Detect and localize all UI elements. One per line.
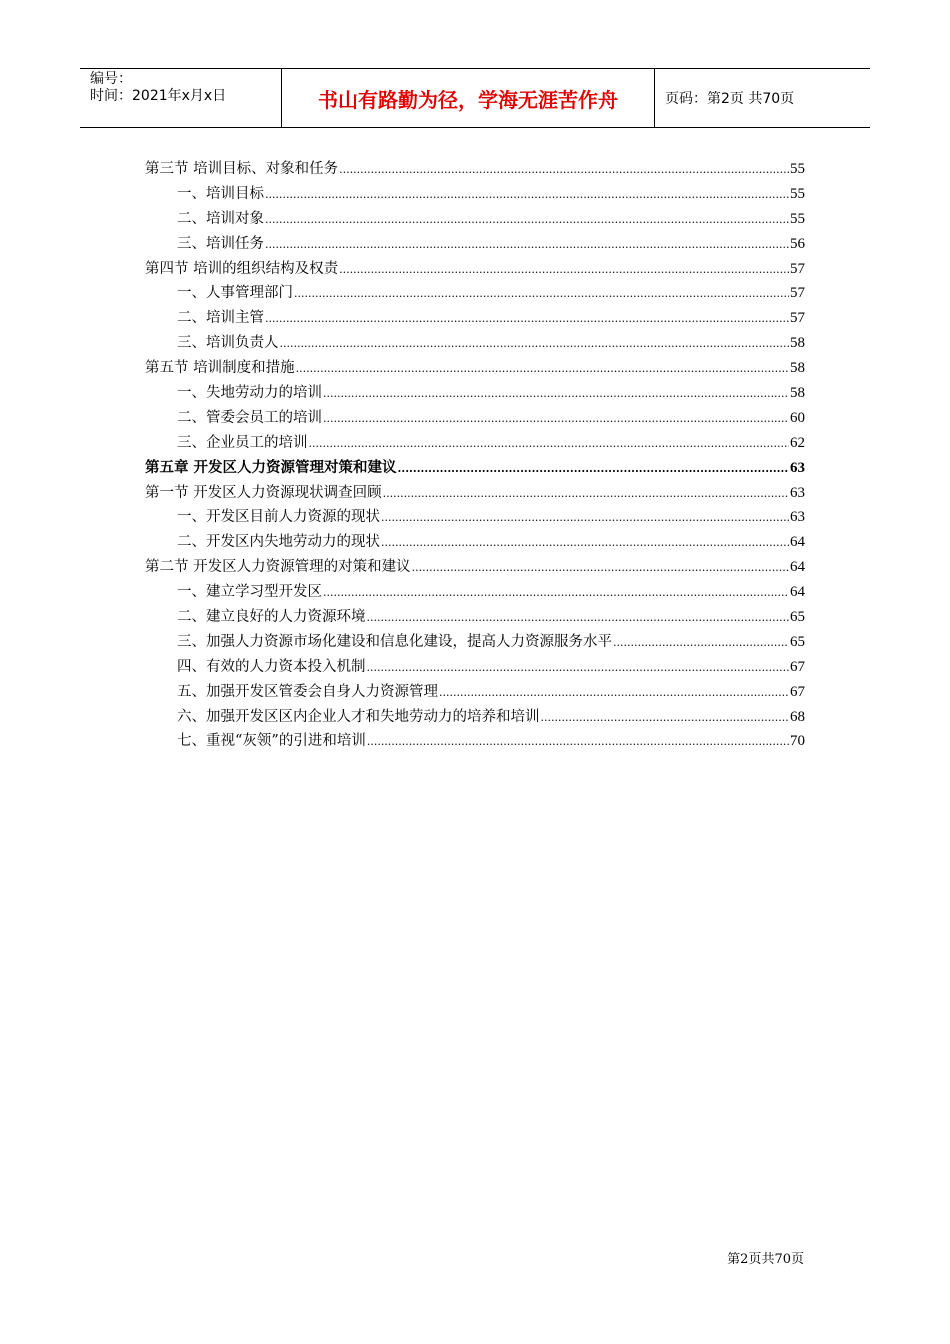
toc-entry[interactable] <box>145 505 805 530</box>
page-footer <box>727 1248 804 1267</box>
toc-leader-dots <box>265 213 789 226</box>
toc-entry-title: 一、培训目标 <box>177 185 264 202</box>
toc-entry-page: 70 <box>790 733 805 750</box>
header-meta-cell <box>80 69 282 127</box>
time-label: 时间：2021年x月x日 <box>90 88 227 104</box>
toc-entry-page: 55 <box>790 161 805 177</box>
toc-leader-dots <box>265 188 789 201</box>
toc-entry-title: 四、有效的人力资本投入机制 <box>177 658 366 675</box>
toc-leader-dots <box>339 163 789 176</box>
toc-leader-dots <box>309 437 790 450</box>
toc-entry-page: 58 <box>790 360 805 377</box>
toc-entry[interactable] <box>145 655 805 680</box>
toc-entry-title: 二、建立良好的人力资源环境 <box>177 609 366 626</box>
toc-leader-dots <box>265 238 789 251</box>
toc-leader-dots <box>613 636 789 649</box>
toc-entry-title: 二、培训主管 <box>177 310 264 327</box>
table-of-contents <box>145 157 805 754</box>
toc-entry[interactable] <box>145 207 805 232</box>
toc-leader-dots <box>323 586 789 599</box>
toc-leader-dots <box>381 511 789 524</box>
toc-entry-title: 第四节 培训的组织结构及权责 <box>145 260 339 277</box>
toc-entry-title: 一、建立学习型开发区 <box>177 584 322 601</box>
toc-entry-page: 63 <box>790 459 805 476</box>
toc-entry-title: 三、加强人力资源市场化建设和信息化建设，提高人力资源服务水平 <box>177 633 612 650</box>
toc-entry[interactable] <box>145 281 805 306</box>
toc-entry-page: 57 <box>790 285 805 302</box>
toc-leader-dots <box>383 487 789 500</box>
toc-entry-title: 第二节 开发区人力资源管理的对策和建议 <box>145 559 411 576</box>
toc-leader-dots <box>367 661 790 674</box>
toc-entry[interactable] <box>145 729 805 754</box>
page-header <box>80 68 870 128</box>
toc-entry-page: 63 <box>790 484 805 501</box>
toc-leader-dots <box>439 686 789 699</box>
toc-entry[interactable] <box>145 381 805 406</box>
toc-entry[interactable] <box>145 406 805 431</box>
toc-entry-title: 三、培训任务 <box>177 235 264 252</box>
toc-entry[interactable] <box>145 630 805 655</box>
toc-entry[interactable] <box>145 431 805 456</box>
toc-entry[interactable] <box>145 481 805 506</box>
toc-entry-title: 三、企业员工的培训 <box>177 434 308 451</box>
toc-entry-page: 55 <box>790 210 805 227</box>
toc-entry-page: 58 <box>790 385 805 402</box>
toc-entry[interactable] <box>145 605 805 630</box>
toc-entry[interactable] <box>145 306 805 331</box>
toc-entry-title: 二、开发区内失地劳动力的现状 <box>177 534 380 551</box>
toc-entry-page: 68 <box>790 708 805 725</box>
page-number-cell <box>655 69 870 127</box>
toc-entry-page: 65 <box>790 609 805 626</box>
toc-leader-dots <box>294 287 789 300</box>
toc-entry-title: 五、加强开发区管委会自身人力资源管理 <box>177 683 438 700</box>
toc-entry[interactable] <box>145 555 805 580</box>
toc-entry-page: 65 <box>790 633 805 650</box>
toc-leader-dots <box>412 561 789 574</box>
toc-leader-dots <box>265 312 789 325</box>
toc-entry-page: 62 <box>790 434 805 451</box>
toc-leader-dots <box>541 711 790 724</box>
toc-entry-page: 67 <box>790 683 805 700</box>
toc-entry[interactable] <box>145 182 805 207</box>
toc-entry-title: 一、开发区目前人力资源的现状 <box>177 509 380 526</box>
toc-leader-dots <box>323 387 789 400</box>
toc-entry-page: 64 <box>790 559 805 576</box>
toc-leader-dots <box>296 362 789 375</box>
toc-entry[interactable] <box>145 257 805 282</box>
toc-entry-title: 六、加强开发区区内企业人才和失地劳动力的培养和培训 <box>177 708 540 725</box>
toc-entry-title: 二、管委会员工的培训 <box>177 409 322 426</box>
toc-entry-title: 七、重视“灰领”的引进和培训 <box>177 733 366 750</box>
toc-entry[interactable] <box>145 232 805 257</box>
toc-entry[interactable] <box>145 157 805 182</box>
toc-entry-title: 三、培训负责人 <box>177 335 279 352</box>
toc-entry-title: 第一节 开发区人力资源现状调查回顾 <box>145 484 382 501</box>
toc-entry-page: 57 <box>790 260 805 277</box>
toc-entry[interactable] <box>145 456 805 481</box>
toc-entry-page: 55 <box>790 185 805 202</box>
number-label: 编号： <box>90 71 132 87</box>
toc-entry-page: 63 <box>790 509 805 526</box>
toc-entry[interactable] <box>145 356 805 381</box>
toc-entry-page: 60 <box>790 409 805 426</box>
toc-entry-page: 64 <box>790 534 805 551</box>
footer-page-text: 第2页共70页 <box>727 1252 804 1267</box>
toc-entry-title: 一、失地劳动力的培训 <box>177 385 322 402</box>
toc-entry[interactable] <box>145 580 805 605</box>
toc-entry[interactable] <box>145 530 805 555</box>
toc-leader-dots <box>323 412 789 425</box>
toc-leader-dots <box>339 263 789 276</box>
toc-leader-dots <box>280 337 790 350</box>
toc-entry[interactable] <box>145 331 805 356</box>
header-page-label: 页码：第2页 共70页 <box>665 91 795 107</box>
toc-entry-page: 57 <box>790 310 805 327</box>
toc-entry-page: 58 <box>790 335 805 352</box>
toc-entry-title: 第五章 开发区人力资源管理对策和建议 <box>145 458 397 476</box>
toc-entry-title: 第五节 培训制度和措施 <box>145 360 295 377</box>
toc-entry[interactable] <box>145 680 805 705</box>
toc-leader-dots <box>381 536 789 549</box>
toc-entry-title: 二、培训对象 <box>177 210 264 227</box>
toc-leader-dots <box>367 735 789 748</box>
motto-cell <box>282 69 655 127</box>
toc-entry-title: 一、人事管理部门 <box>177 285 293 302</box>
toc-entry[interactable] <box>145 705 805 730</box>
toc-entry-page: 64 <box>790 584 805 601</box>
motto-text: 书山有路勤为径，学海无涯苦作舟 <box>318 87 618 112</box>
toc-entry-page: 56 <box>790 235 805 252</box>
toc-entry-page: 67 <box>790 658 805 675</box>
toc-leader-dots <box>367 611 790 624</box>
toc-entry-title: 第三节 培训目标、对象和任务 <box>145 161 339 177</box>
toc-leader-dots <box>398 462 789 475</box>
